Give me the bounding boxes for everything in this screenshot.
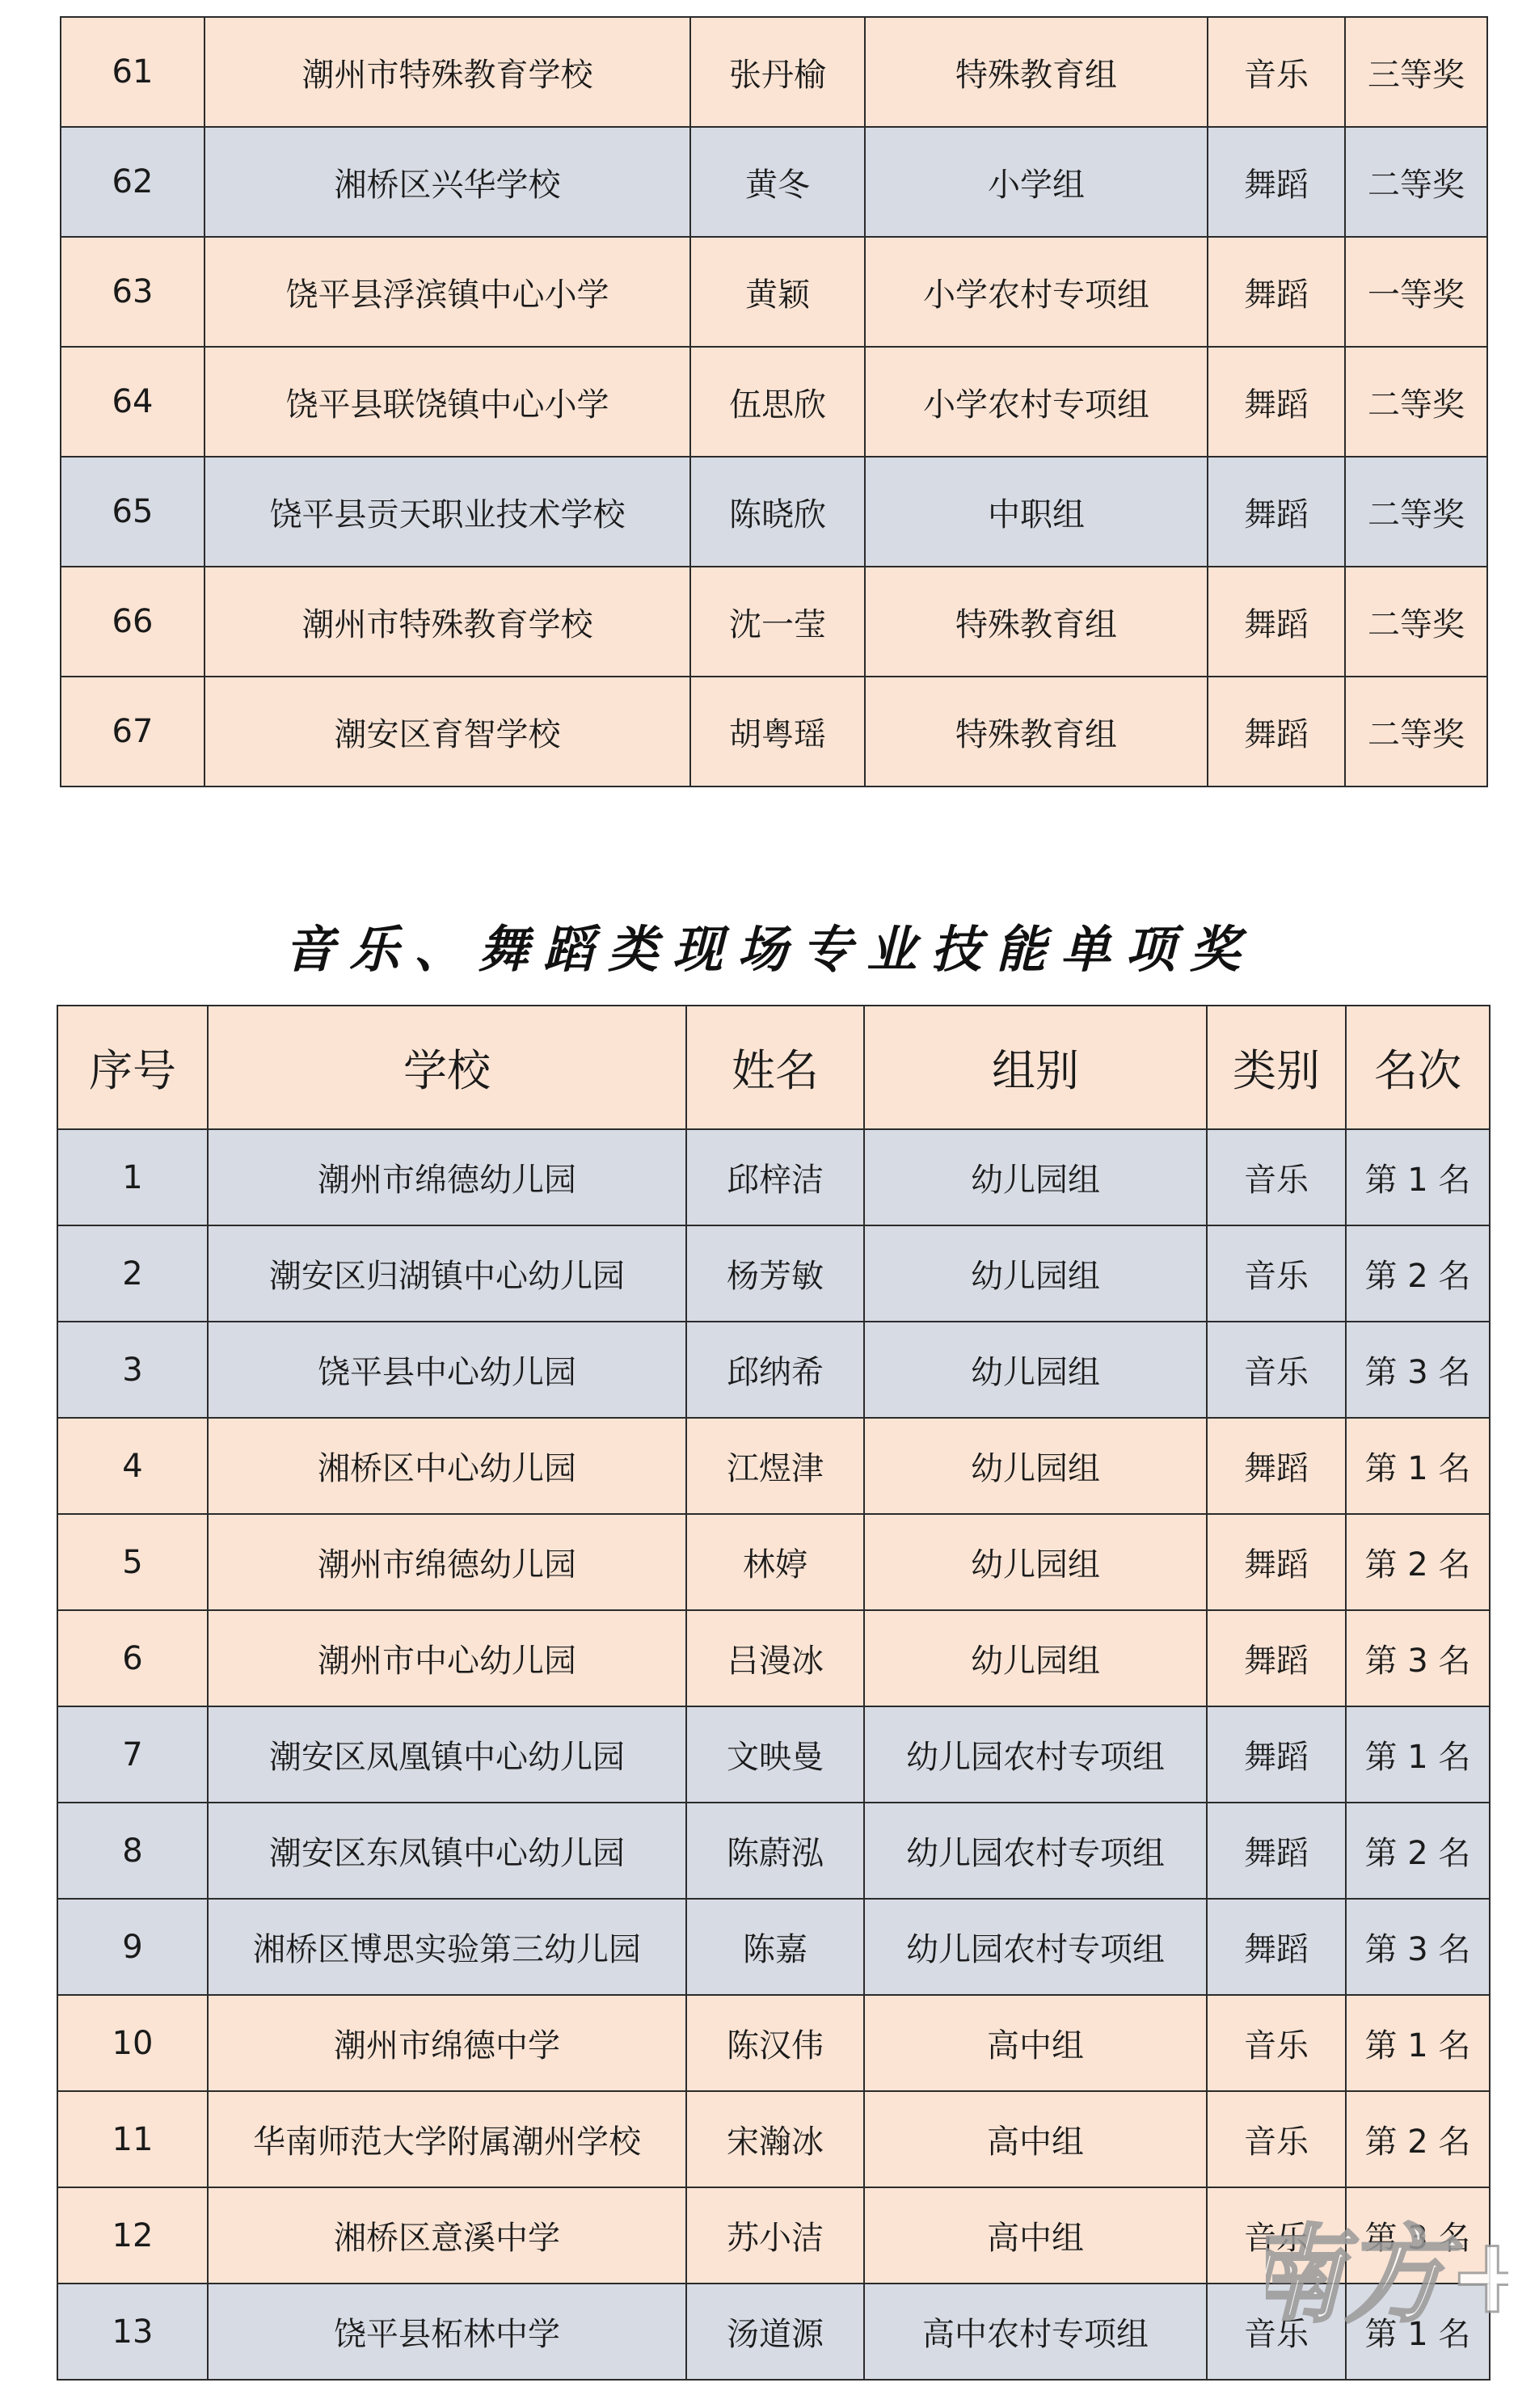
cell-name: 胡粤瑶 xyxy=(690,677,865,787)
cell-school: 饶平县中心幼儿园 xyxy=(208,1322,686,1418)
cell-category: 舞蹈 xyxy=(1208,677,1345,787)
cell-award: 二等奖 xyxy=(1345,347,1487,457)
cell-name: 江煜津 xyxy=(686,1418,864,1514)
cell-group: 幼儿园组 xyxy=(864,1322,1207,1418)
cell-group: 小学组 xyxy=(865,127,1208,237)
cell-category: 舞蹈 xyxy=(1207,1803,1346,1899)
table-row xyxy=(57,1803,1490,1899)
cell-category: 舞蹈 xyxy=(1208,457,1345,567)
cell-category: 音乐 xyxy=(1208,17,1345,127)
table-row xyxy=(61,567,1487,677)
cell-group: 小学农村专项组 xyxy=(865,237,1208,347)
table-row xyxy=(61,677,1487,787)
table-row xyxy=(57,1899,1490,1995)
cell-group: 幼儿园组 xyxy=(864,1514,1207,1610)
section-title: 音乐、舞蹈类现场专业技能单项奖 xyxy=(284,920,1254,979)
cell-no: 5 xyxy=(57,1514,208,1610)
cell-category: 舞蹈 xyxy=(1208,127,1345,237)
cell-category: 舞蹈 xyxy=(1207,1610,1346,1706)
cell-rank: 第 2 名 xyxy=(1346,1803,1490,1899)
cell-group: 高中组 xyxy=(864,2187,1207,2284)
table-row xyxy=(61,127,1487,237)
cell-school: 湘桥区意溪中学 xyxy=(208,2187,686,2284)
cell-category: 音乐 xyxy=(1207,2284,1346,2380)
cell-no: 3 xyxy=(57,1322,208,1418)
cell-name: 苏小洁 xyxy=(686,2187,864,2284)
cell-group: 幼儿园农村专项组 xyxy=(864,1899,1207,1995)
cell-name: 汤道源 xyxy=(686,2284,864,2380)
header-no: 序号 xyxy=(57,1006,208,1129)
cell-name: 陈蔚泓 xyxy=(686,1803,864,1899)
cell-no: 64 xyxy=(61,347,204,457)
header-rank: 名次 xyxy=(1346,1006,1490,1129)
cell-group: 特殊教育组 xyxy=(865,567,1208,677)
cell-no: 4 xyxy=(57,1418,208,1514)
cell-rank: 第 3 名 xyxy=(1346,1322,1490,1418)
header-group: 组别 xyxy=(864,1006,1207,1129)
cell-category: 舞蹈 xyxy=(1208,237,1345,347)
cell-group: 幼儿园组 xyxy=(864,1129,1207,1225)
cell-category: 音乐 xyxy=(1207,2187,1346,2284)
cell-award: 二等奖 xyxy=(1345,567,1487,677)
cell-name: 陈汉伟 xyxy=(686,1995,864,2091)
cell-rank: 第 2 名 xyxy=(1346,2091,1490,2187)
table-row xyxy=(61,347,1487,457)
cell-award: 二等奖 xyxy=(1345,457,1487,567)
table-header-row xyxy=(57,1006,1490,1129)
cell-no: 63 xyxy=(61,237,204,347)
cell-name: 黄冬 xyxy=(690,127,865,237)
cell-group: 幼儿园组 xyxy=(864,1610,1207,1706)
cell-school: 华南师范大学附属潮州学校 xyxy=(208,2091,686,2187)
cell-rank: 第 1 名 xyxy=(1346,2284,1490,2380)
cell-school: 潮州市特殊教育学校 xyxy=(204,17,690,127)
cell-school: 潮州市特殊教育学校 xyxy=(204,567,690,677)
cell-no: 13 xyxy=(57,2284,208,2380)
watermark-logo-icon xyxy=(1266,2191,1508,2352)
cell-school: 潮安区归湖镇中心幼儿园 xyxy=(208,1225,686,1322)
awards-table-continued xyxy=(60,16,1488,787)
cell-award: 三等奖 xyxy=(1345,17,1487,127)
cell-name: 邱纳希 xyxy=(686,1322,864,1418)
cell-name: 伍思欣 xyxy=(690,347,865,457)
cell-group: 特殊教育组 xyxy=(865,17,1208,127)
cell-no: 2 xyxy=(57,1225,208,1322)
cell-name: 黄颖 xyxy=(690,237,865,347)
cell-school: 潮安区育智学校 xyxy=(204,677,690,787)
cell-no: 66 xyxy=(61,567,204,677)
table-row xyxy=(61,237,1487,347)
cell-no: 62 xyxy=(61,127,204,237)
cell-category: 音乐 xyxy=(1207,2091,1346,2187)
cell-rank: 第 3 名 xyxy=(1346,2187,1490,2284)
table-row xyxy=(57,1225,1490,1322)
cell-school: 饶平县贡天职业技术学校 xyxy=(204,457,690,567)
table-row xyxy=(57,1610,1490,1706)
cell-name: 吕漫冰 xyxy=(686,1610,864,1706)
cell-rank: 第 1 名 xyxy=(1346,1706,1490,1803)
cell-school: 饶平县浮滨镇中心小学 xyxy=(204,237,690,347)
cell-no: 6 xyxy=(57,1610,208,1706)
cell-no: 7 xyxy=(57,1706,208,1803)
cell-award: 一等奖 xyxy=(1345,237,1487,347)
cell-rank: 第 1 名 xyxy=(1346,1418,1490,1514)
cell-group: 幼儿园农村专项组 xyxy=(864,1706,1207,1803)
table-row xyxy=(57,1322,1490,1418)
cell-group: 幼儿园农村专项组 xyxy=(864,1803,1207,1899)
table-row xyxy=(57,2091,1490,2187)
cell-no: 8 xyxy=(57,1803,208,1899)
nanfang-plus-watermark xyxy=(1266,2191,1508,2352)
cell-no: 10 xyxy=(57,1995,208,2091)
cell-group: 幼儿园组 xyxy=(864,1418,1207,1514)
cell-category: 音乐 xyxy=(1207,1225,1346,1322)
cell-group: 小学农村专项组 xyxy=(865,347,1208,457)
cell-no: 61 xyxy=(61,17,204,127)
cell-rank: 第 3 名 xyxy=(1346,1899,1490,1995)
cell-rank: 第 3 名 xyxy=(1346,1610,1490,1706)
cell-school: 潮州市绵德幼儿园 xyxy=(208,1514,686,1610)
cell-name: 文映曼 xyxy=(686,1706,864,1803)
cell-school: 潮州市绵德幼儿园 xyxy=(208,1129,686,1225)
cell-category: 舞蹈 xyxy=(1207,1418,1346,1514)
cell-category: 舞蹈 xyxy=(1208,567,1345,677)
cell-category: 舞蹈 xyxy=(1207,1514,1346,1610)
header-school: 学校 xyxy=(208,1006,686,1129)
cell-no: 11 xyxy=(57,2091,208,2187)
table-row xyxy=(57,1514,1490,1610)
cell-name: 张丹榆 xyxy=(690,17,865,127)
cell-school: 潮安区东凤镇中心幼儿园 xyxy=(208,1803,686,1899)
table-row xyxy=(57,1995,1490,2091)
cell-group: 高中组 xyxy=(864,1995,1207,2091)
table-row xyxy=(57,1129,1490,1225)
table-row xyxy=(57,1706,1490,1803)
table-row xyxy=(57,1418,1490,1514)
cell-school: 湘桥区兴华学校 xyxy=(204,127,690,237)
cell-group: 中职组 xyxy=(865,457,1208,567)
cell-school: 湘桥区中心幼儿园 xyxy=(208,1418,686,1514)
cell-no: 67 xyxy=(61,677,204,787)
cell-category: 音乐 xyxy=(1207,1995,1346,2091)
cell-school: 潮州市绵德中学 xyxy=(208,1995,686,2091)
cell-award: 二等奖 xyxy=(1345,127,1487,237)
cell-name: 杨芳敏 xyxy=(686,1225,864,1322)
table-row xyxy=(61,457,1487,567)
cell-school: 潮州市中心幼儿园 xyxy=(208,1610,686,1706)
cell-no: 65 xyxy=(61,457,204,567)
cell-group: 高中农村专项组 xyxy=(864,2284,1207,2380)
cell-category: 舞蹈 xyxy=(1208,347,1345,457)
header-name: 姓名 xyxy=(686,1006,864,1129)
watermark-text: 方 xyxy=(1343,2213,1448,2337)
cell-name: 陈晓欣 xyxy=(690,457,865,567)
cell-category: 音乐 xyxy=(1207,1129,1346,1225)
cell-category: 舞蹈 xyxy=(1207,1899,1346,1995)
cell-category: 舞蹈 xyxy=(1207,1706,1346,1803)
cell-no: 9 xyxy=(57,1899,208,1995)
table-row xyxy=(61,17,1487,127)
cell-rank: 第 1 名 xyxy=(1346,1995,1490,2091)
cell-name: 林婷 xyxy=(686,1514,864,1610)
cell-category: 音乐 xyxy=(1207,1322,1346,1418)
skills-award-table xyxy=(57,1005,1491,2381)
cell-no: 12 xyxy=(57,2187,208,2284)
cell-name: 沈一莹 xyxy=(690,567,865,677)
cell-rank: 第 1 名 xyxy=(1346,1129,1490,1225)
cell-school: 湘桥区博思实验第三幼儿园 xyxy=(208,1899,686,1995)
cell-school: 饶平县柘林中学 xyxy=(208,2284,686,2380)
cell-group: 高中组 xyxy=(864,2091,1207,2187)
cell-name: 邱梓洁 xyxy=(686,1129,864,1225)
cell-rank: 第 2 名 xyxy=(1346,1514,1490,1610)
cell-school: 饶平县联饶镇中心小学 xyxy=(204,347,690,457)
cell-name: 陈嘉 xyxy=(686,1899,864,1995)
cell-school: 潮安区凤凰镇中心幼儿园 xyxy=(208,1706,686,1803)
awards-table-body xyxy=(61,17,1487,787)
cell-no: 1 xyxy=(57,1129,208,1225)
cell-rank: 第 2 名 xyxy=(1346,1225,1490,1322)
cell-group: 幼儿园组 xyxy=(864,1225,1207,1322)
header-category: 类别 xyxy=(1207,1006,1346,1129)
cell-group: 特殊教育组 xyxy=(865,677,1208,787)
cell-name: 宋瀚冰 xyxy=(686,2091,864,2187)
cell-award: 二等奖 xyxy=(1345,677,1487,787)
